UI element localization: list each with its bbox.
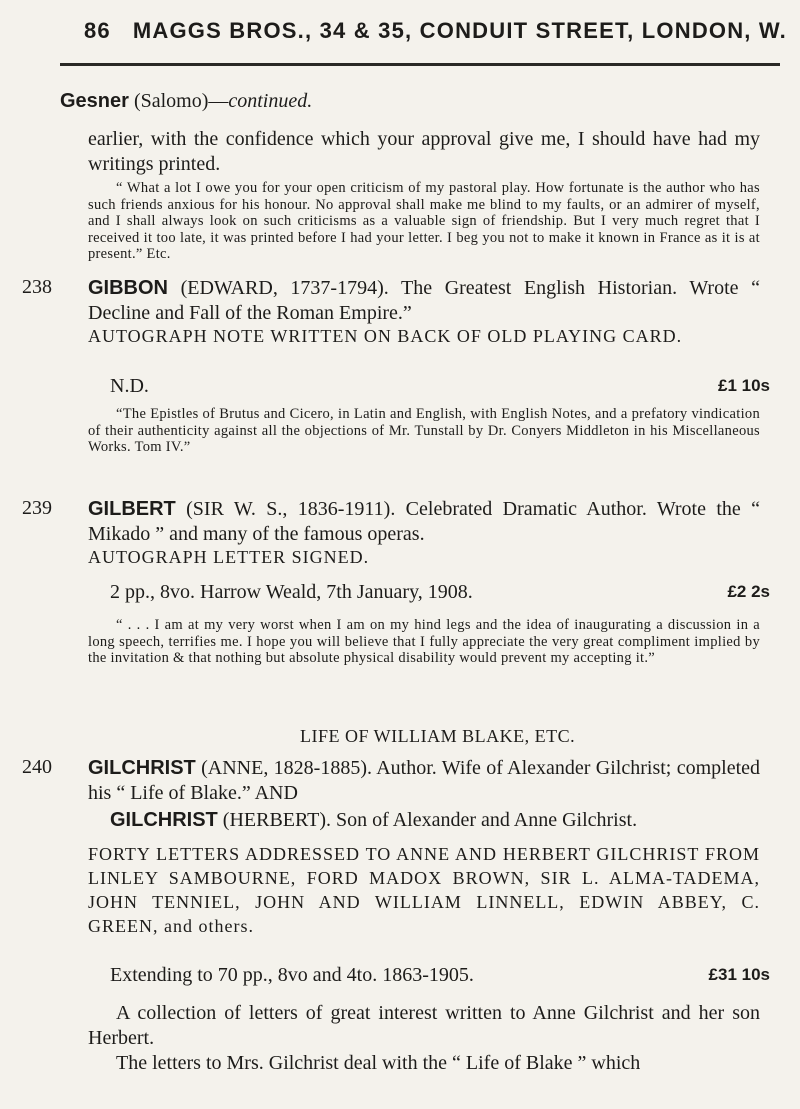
lot-title [88, 497, 760, 547]
continuation-name: Gesner [60, 90, 129, 112]
page-number: 86 [84, 18, 111, 43]
lot-number: 240 [22, 756, 52, 778]
section-heading: LIFE OF WILLIAM BLAKE, ETC. [300, 726, 576, 746]
lot-second-name: GILCHRIST [110, 809, 218, 831]
lot-price: £1 10s [718, 376, 770, 395]
lot-title-text: (SIR W. S., 1836-1911). Celebrated Dramatic Author. Wrote the “ Mikado ” and many of the famous operas. [88, 498, 760, 545]
lot-title-text: (ANNE, 1828-1885). Author. Wife of Alexander Gilchrist; completed his “ Life of Blake.” AND [88, 757, 760, 804]
continuation-heading-rest: (Salomo)— [128, 90, 229, 112]
lot-description: FORTY LETTERS ADDRESSED TO ANNE AND HERBERT GILCHRIST FROM LINLEY SAMBOURNE, FORD MADOX BROWN, SIR L. ALMA-TADEMA, JOHN TENNIEL, JOHN AND WILLIAM LINNELL, EDWIN ABBEY, C. GREEN, and others. [88, 844, 760, 936]
lot-title-text: (EDWARD, 1737-1794). The Greatest English Historian. Wrote “ Decline and Fall of the Roman Empire.” [88, 277, 760, 324]
lot-price: £31 10s [708, 965, 770, 984]
lot-description: AUTOGRAPH NOTE WRITTEN ON BACK OF OLD PLAYING CARD. [88, 326, 683, 346]
lot-title [88, 276, 760, 326]
continuation-italic: continued. [228, 90, 313, 112]
lot-name: GILCHRIST [88, 757, 196, 779]
lot-number: 239 [22, 497, 52, 519]
lot-title [88, 756, 760, 806]
lot-name: GIBBON [88, 277, 168, 299]
continuation-heading [60, 89, 760, 114]
running-title: MAGGS BROS., 34 & 35, CONDUIT STREET, LONDON, W. [132, 18, 787, 43]
continuation-text: earlier, with the confidence which your approval give me, I should have had my writings printed. [88, 128, 760, 175]
header-rule [60, 63, 780, 66]
lot-second-title [110, 808, 760, 833]
lot-details: 2 pp., 8vo. Harrow Weald, 7th January, 1908. [110, 581, 473, 603]
continuation-quote: “ What a lot I owe you for your open criticism of my pastoral play. How fortunate is the author who has such friends anxious for his honour. No approval shall make me blind to my faults, or an admirer of myself, and I shall always look on such criticisms as a valuable sign of friendship. But I very much regret that I received it too late, it was printed before I had your letter. I beg you not to make it known in France as it is at present.” Etc. [88, 180, 760, 262]
lot-second-title-text: (HERBERT). Son of Alexander and Anne Gilchrist. [217, 809, 638, 831]
lot-details: N.D. [110, 375, 149, 397]
lot-details: Extending to 70 pp., 8vo and 4to. 1863-1905. [110, 964, 474, 986]
lot-paragraph: The letters to Mrs. Gilchrist deal with the “ Life of Blake ” which [116, 1052, 641, 1074]
lot-quote: “The Epistles of Brutus and Cicero, in Latin and English, with English Notes, and a prefatory vindication of their authenticity against all the objections of Mr. Tunstall by Dr. Conyers Middleton in his Miscellaneous Works. Tom IV.” [88, 406, 760, 455]
lot-price: £2 2s [727, 582, 770, 601]
lot-number: 238 [22, 276, 52, 298]
lot-paragraph: A collection of letters of great interest written to Anne Gilchrist and her son Herbert. [88, 1002, 760, 1049]
lot-description: AUTOGRAPH LETTER SIGNED. [88, 547, 370, 567]
lot-name: GILBERT [88, 498, 176, 520]
running-head [84, 18, 787, 44]
lot-quote: “ . . . I am at my very worst when I am on my hind legs and the idea of inaugurating a discussion in a long speech, terrifies me. I hope you will believe that I fully appreciate the very great compliment implied by the invitation & that nothing but absolute physical disability would prevent my accepting it.” [88, 617, 760, 666]
